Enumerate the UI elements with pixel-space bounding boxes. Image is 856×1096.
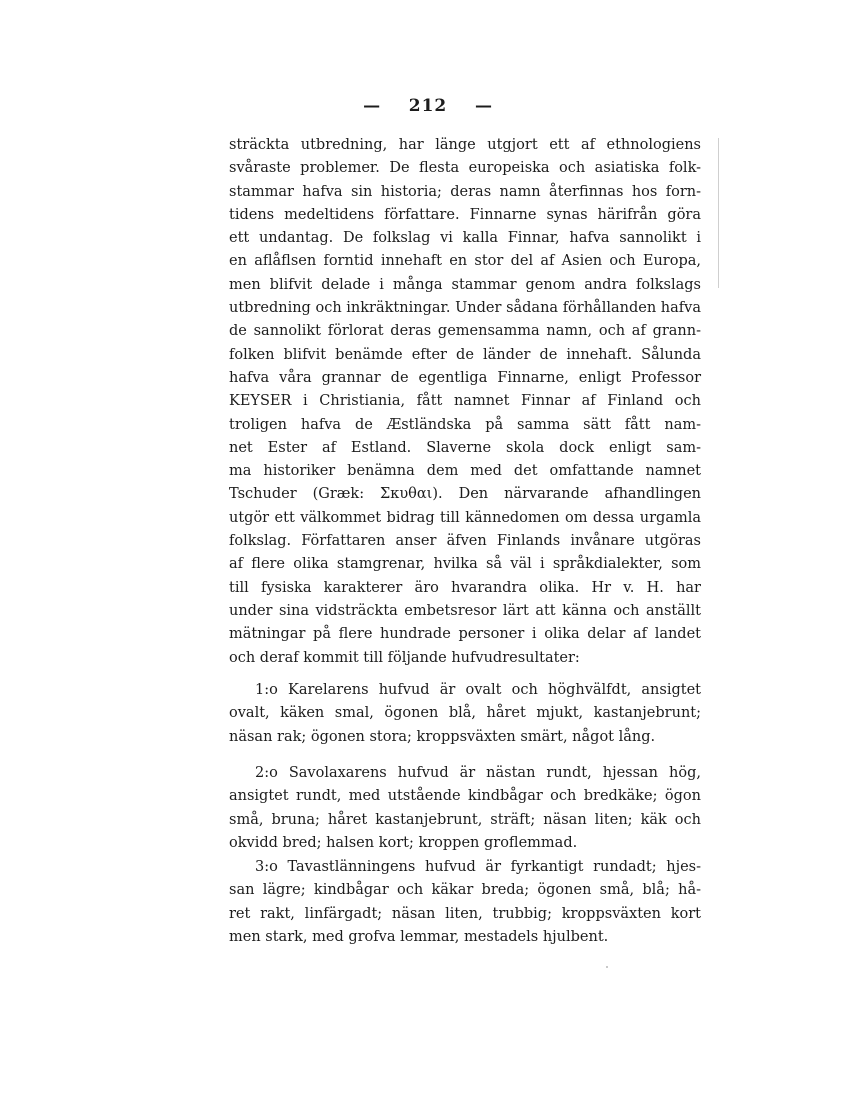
text-line: san lägre; kindbågar och käkar breda; ögonen små, blå; hå- [229,882,701,899]
text-line: ovalt, käken smal, ögonen blå, håret mjukt, kastanjebrunt; [229,705,701,722]
list-item-karelaren [229,679,701,749]
body-paragraph [229,134,701,670]
list-item-savolaxaren [229,762,701,855]
text-line: Tschuder (Græk: Σκυθαι). Den närvarande afhandlingen [229,486,701,503]
text-line: ma historiker benämna dem med det omfattande namnet [229,463,701,480]
text-line: under sina vidsträckta embetsresor lärt att känna och anställt [229,602,701,619]
text-line: utbredning och inkräktningar. Under sådana förhållanden hafva [229,300,701,317]
text-line: och deraf kommit till följande hufvudresultater: [229,649,580,666]
header-dash-right: — [474,96,493,116]
text-line: ret rakt, linfärgadt; näsan liten, trubbig; kroppsväxten kort [229,905,701,922]
text-line: 2:o Savolaxarens hufvud är nästan rundt, hjessan hög, [255,765,701,781]
list-item-tavastlanningen [229,856,701,949]
text-line: stammar hafva sin historia; deras namn återfinnas hos forn- [229,183,701,200]
text-line: KEYSER i Christiania, fått namnet Finnar af Finland och [229,393,701,410]
text-line: 1:o Karelarens hufvud är ovalt och höghvälfdt, ansigtet [255,682,701,698]
text-line: troligen hafva de Æstländska på samma sätt fått nam- [229,416,701,433]
text-line: folkslag. Författaren anser äfven Finlands invånare utgöras [229,533,701,550]
text-line: till fysiska karakterer äro hvarandra olika. Hr v. H. har [229,579,701,596]
text-line: ansigtet rundt, med utstående kindbågar och bredkäke; ögon [229,788,701,805]
text-line: 3:o Tavastlänningens hufvud är fyrkantigt rundadt; hjes- [255,859,701,875]
text-line: små, bruna; håret kastanjebrunt, sträft; näsan liten; käk och [229,811,701,828]
text-line: men blifvit delade i många stammar genom andra folkslags [229,276,701,293]
page-number: 212 [408,96,448,116]
text-line: näsan rak; ögonen stora; kroppsväxten smärt, något lång. [229,728,656,745]
paper-speck [606,966,608,968]
text-line: men stark, med grofva lemmar, mestadels hjulbent. [229,928,609,945]
text-line: af flere olika stamgrenar, hvilka så väl i språkdialekter, som [229,556,701,573]
text-line: folken blifvit benämde efter de länder de innehaft. Sålunda [229,346,701,363]
page-header [0,96,856,116]
text-line: okvidd bred; halsen kort; kroppen groflemmad. [229,834,578,851]
text-line: utgör ett välkommet bidrag till kännedomen om dessa urgamla [229,509,701,526]
text-line: en aflåflsen forntid innehaft en stor del af Asien och Europa, [229,253,701,270]
text-line: sträckta utbredning, har länge utgjort ett af ethnologiens [229,137,701,153]
text-line: tidens medeltidens författare. Finnarne synas härifrån göra [229,206,701,223]
margin-rule [718,138,719,288]
text-line: svåraste problemer. De flesta europeiska och asiatiska folk- [229,160,701,177]
text-line: ett undantag. De folkslag vi kalla Finnar, hafva sannolikt i [229,230,701,247]
text-line: hafva våra grannar de egentliga Finnarne, enligt Professor [229,369,701,386]
text-line: mätningar på flere hundrade personer i olika delar af landet [229,626,701,643]
header-dash-left: — [363,96,382,116]
text-line: de sannolikt förlorat deras gemensamma namn, och af grann- [229,323,701,340]
text-line: net Ester af Estland. Slaverne skola dock enligt sam- [229,439,701,456]
